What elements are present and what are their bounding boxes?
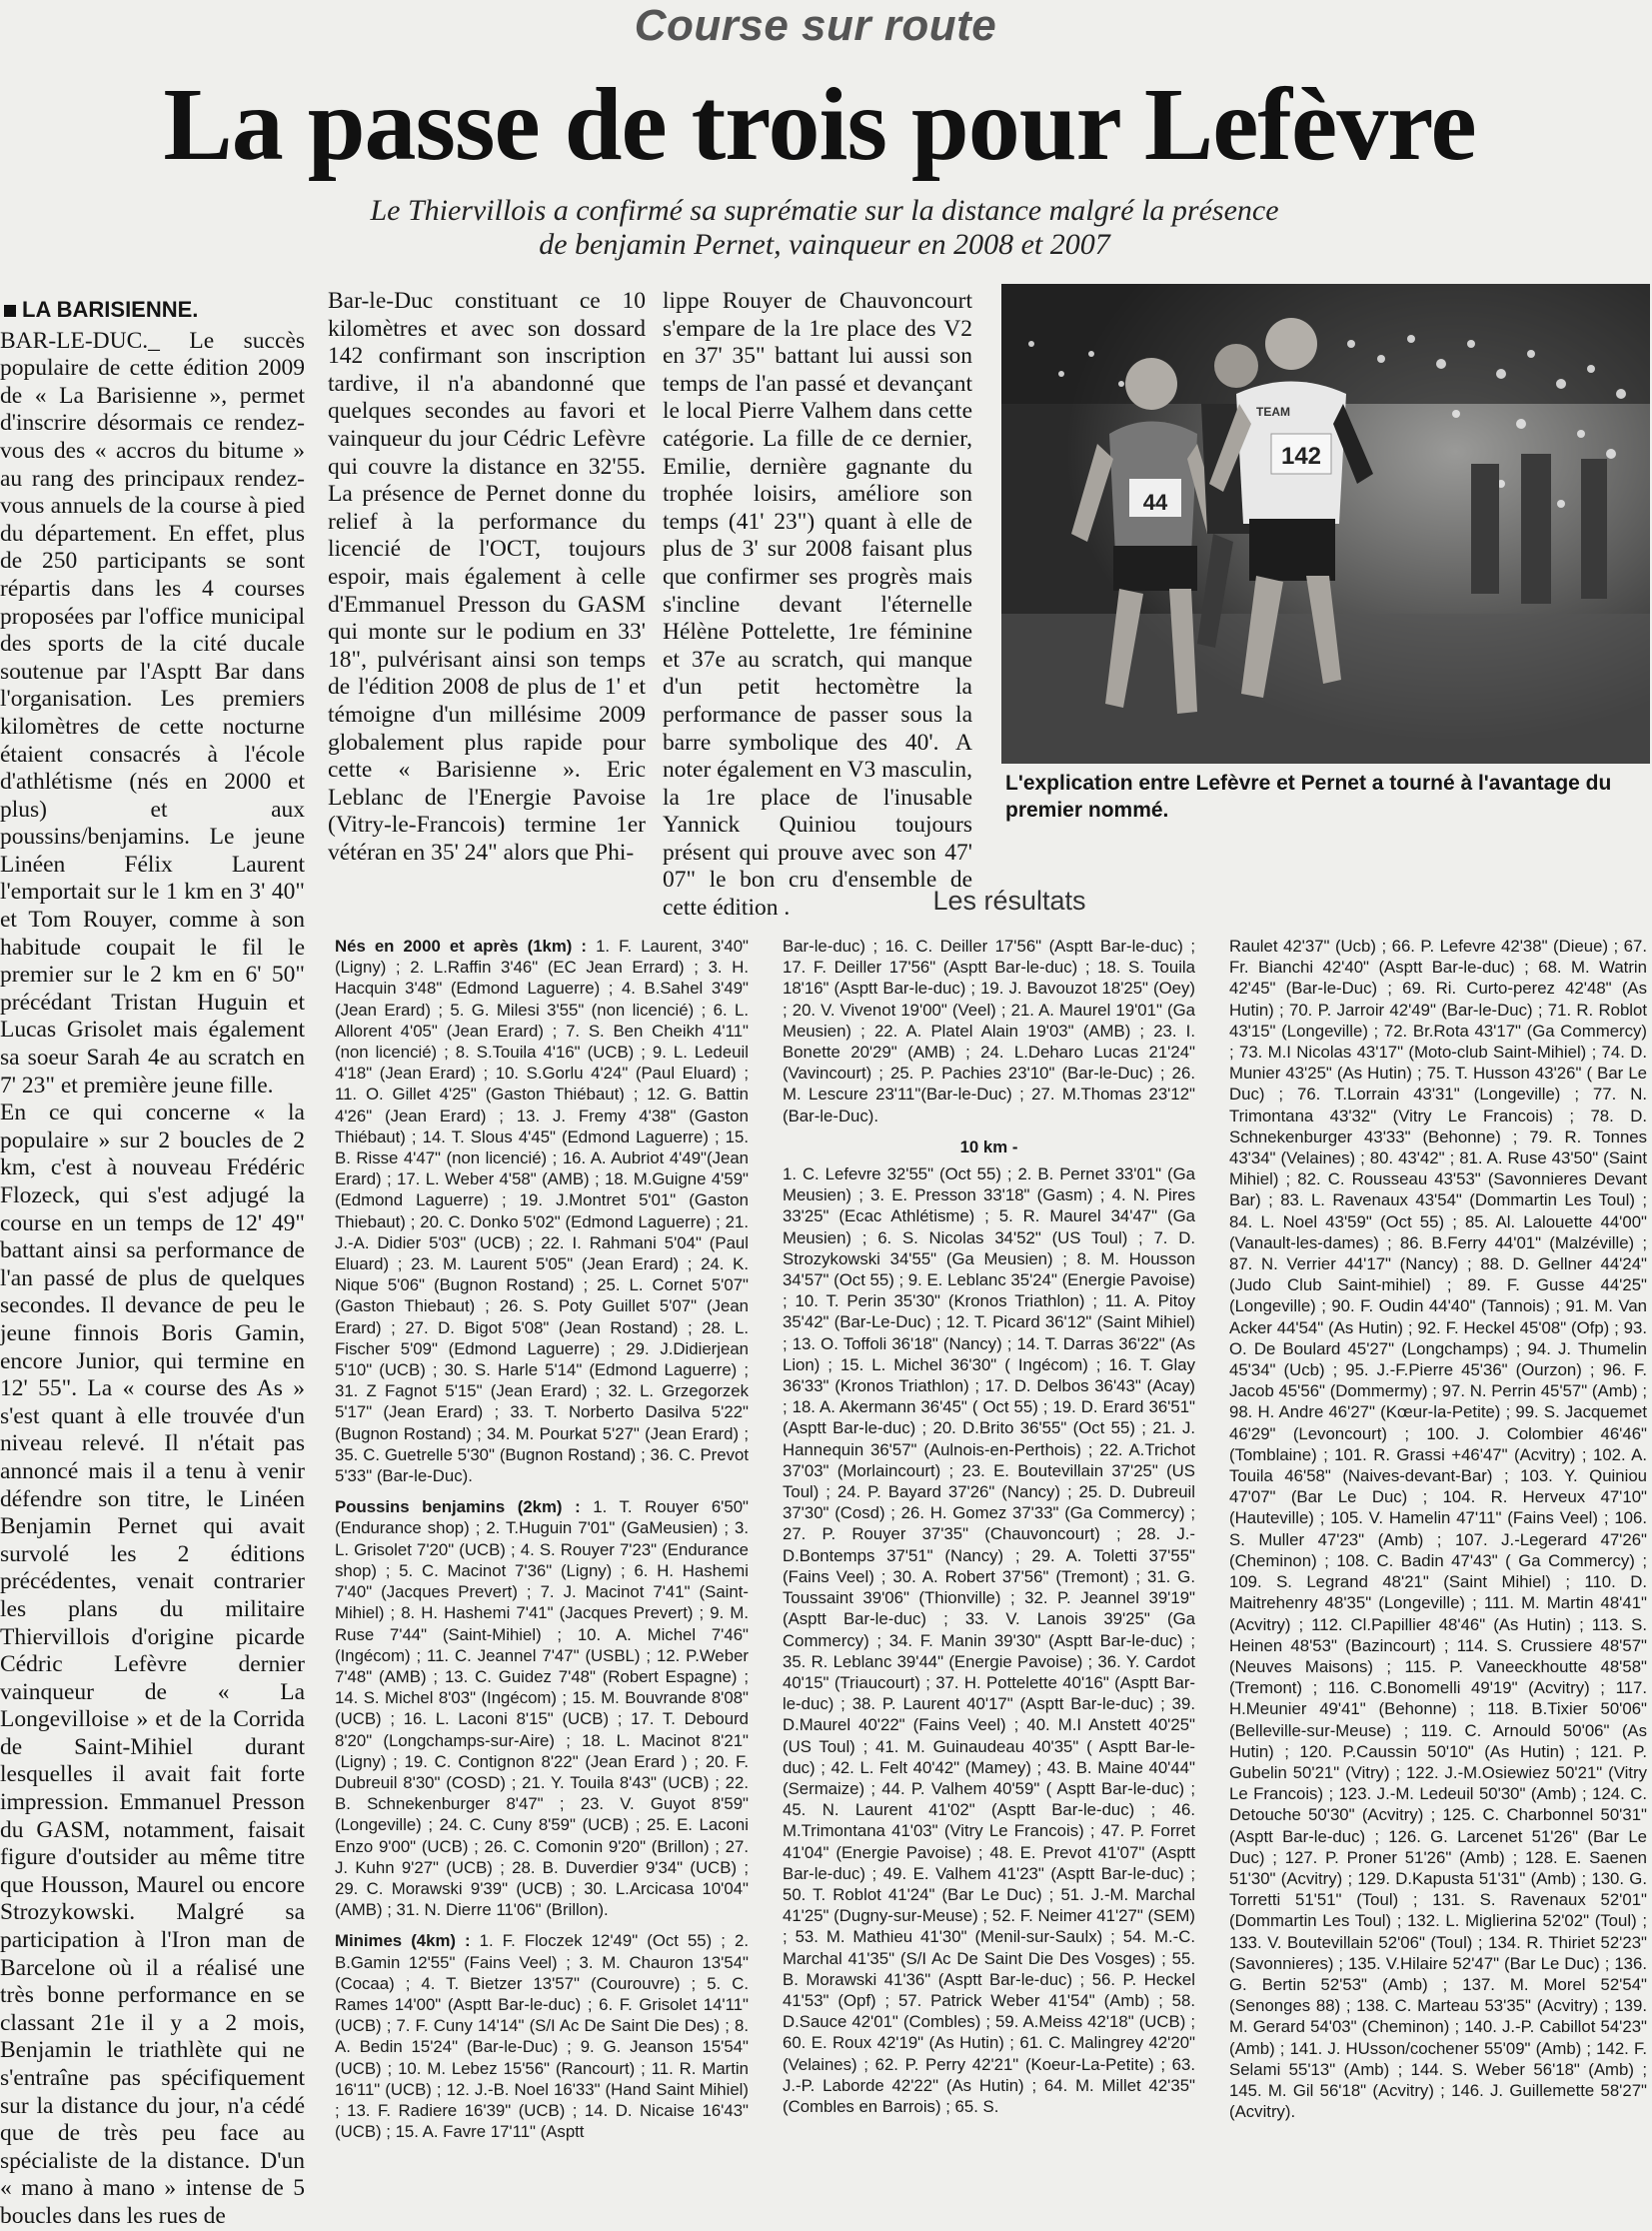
- results-column-2: [783, 936, 1195, 2116]
- results-category-4km: [335, 1930, 749, 2142]
- runners-photo: [1001, 284, 1650, 764]
- article-paragraph-4: lippe Rouyer de Chauvoncourt s'empare de la 1re place des V2 en 37' 35" battant lui aussi son temps de l'an passé et devançant le local Pierre Valhem dans cette catégorie. La fille de ce dernier, Emilie, dernière gagnante du trophée loisirs, améliore son temps (41' 23") quant à elle de plus de 3' sur 2008 faisant plus que confirmer ses progrès mais s'incline devant l'éternelle Hélène Pottelette, 1re féminine et 37e au scratch, qui manque d'un petit hectomètre la performance de passer sous la barre symbolique des 40'. A noter également en V3 masculin, la 1re place de l'inusable Yannick Quiniou toujours présent qui prouve avec son 47' 07" le bon cru d'ensemble de cette édition .: [663, 288, 972, 922]
- results-category-2km: [335, 1496, 749, 1920]
- subhead-line-2: de benjamin Pernet, vainqueur en 2008 et 2007: [539, 228, 1110, 261]
- photo: [1001, 284, 1650, 764]
- results-column-3: [1229, 936, 1647, 2122]
- section-label: [4, 296, 305, 324]
- results-category-10km: 1. C. Lefevre 32'55" (Oct 55) ; 2. B. Pernet 33'01" (Ga Meusien) ; 3. E. Presson 33'18" (Gasm) ; 4. N. Pires 33'25" (Ecac Athlétisme) ; 5. R. Maurel 34'47" (Ga Meusien) ; 6. S. Nicolas 34'52" (US Toul) ; 7. D. Strozykowski 34'55" (Ga Meusien) ; 8. M. Housson 34'57" (Oct 55) ; 9. E. Leblanc 35'24" (Energie Pavoise) ; 10. T. Perin 35'30" (Kronos Triathlon) ; 11. A. Pitoy 35'42" (Bar-Le-Duc) ; 12. T. Picard 36'12" (Saint Mihiel) ; 13. O. Toffoli 36'18" (Nancy) ; 14. T. Darras 36'22" (As Lion) ; 15. L. Michel 36'30" ( Ingécom) ; 16. T. Glay 36'33" (Kronos Triathlon) ; 17. D. Delbos 36'43" (Acay) ; 18. A. Akermann 36'45" ( Oct 55) ; 19. D. Erard 36'51" (Asptt Bar-le-duc) ; 20. D.Brito 36'55" (Oct 55) ; 21. J. Hannequin 36'57" (Aulnois-en-Perthois) ; 22. A.Trichot 37'03" (Morlaincourt) ; 23. E. Boutevillain 37'25" (US Toul) ; 24. P. Bayard 37'26" (Nancy) ; 25. D. Dubreuil 37'30" (Cosd) ; 26. H. Gomez 37'33" (Ga Commercy) ; 27. P. Rouyer 37'35" (Chauvoncourt) ; 28. J.-D.Bontemps 37'51" (Nancy) ; 29. A. Toletti 37'55" (Fains Veel) ; 30. A. Robert 37'56" (Tremont) ; 31. G. Toussaint 39'06" (Thionville) ; 32. P. Jeannel 39'19" (Asptt Bar-le-duc) ; 33. V. Lanois 39'25" (Ga Commercy) ; 34. F. Manin 39'30" (Asptt Bar-le-duc) ; 35. R. Leblanc 39'44" (Energie Pavoise) ; 36. Y. Cardot 40'15" (Triaucourt) ; 37. H. Pottelette 40'16" (Asptt Bar-le-duc) ; 38. P. Laurent 40'17" (Asptt Bar-le-duc) ; 39. D.Maurel 40'22" (Fains Veel) ; 40. M.I Anstett 40'25" (US Toul) ; 41. M. Guinaudeau 40'35" ( Asptt Bar-le-duc) ; 42. L. Felt 40'42" (Mamey) ; 43. B. Maine 40'44" (Sermaize) ; 44. P. Valhem 40'59" ( Asptt Bar-le-duc) ; 45. N. Laurent 41'02" (Asptt Bar-le-duc) ; 46. M.Trimontana 41'03" (Vitry Le Francois) ; 47. P. Forret 41'04" (Energie Pavoise) ; 48. E. Prevot 41'07" (Asptt Bar-le-duc) ; 49. E. Valhem 41'23" (Asptt Bar-le-duc) ; 50. T. Roblot 41'24" (Bar Le Duc) ; 51. J.-M. Marchal 41'25" (Dugny-sur-Meuse) ; 52. F. Neimer 41'27" (SEM) ; 53. M. Mathieu 41'30" (Menil-sur-Saulx) ; 54. M.-C. Marchal 41'35" (S/I Ac De Saint Die Des Vosges) ; 55. B. Morawski 41'36" (Asptt Bar-le-duc) ; 56. P. Heckel 41'53" (Opf) ; 57. Patrick Weber 41'54" (Amb) ; 58. D.Sauce 42'01" (Combles) ; 59. A.Meiss 42'18" (UCB) ; 60. E. Roux 42'19" (As Hutin) ; 61. C. Malingrey 42'20" (Velaines) ; 62. P. Perry 42'21" (Koeur-La-Petite) ; 63. J.-P. Laborde 42'22" (As Hutin) ; 64. M. Millet 42'35" (Combles en Barrois) ; 65. S.: [783, 1164, 1195, 2116]
- article-column-2: [328, 288, 646, 866]
- category-results: 1. F. Laurent, 3'40" (Ligny) ; 2. L.Raffin 3'46" (EC Jean Errard) ; 3. H. Hacquin 3'48" (Edmond Laguerre) ; 4. B.Sahel 3'49" (Jean Erard) ; 5. G. Milesi 3'55" (non licencié) ; 6. L. Allorent 4'05" (Jean Erard) ; 7. S. Ben Cheikh 4'11" (non licencié) ; 8. S.Touila 4'16" (UCB) ; 9. L. Ledeuil 4'18" (Jean Erard) ; 10. S.Gorlu 4'24" (Paul Eluard) ; 11. O. Gillet 4'25" (Gaston Thiébaut) ; 12. G. Battin 4'26" (Jean Erard) ; 13. J. Fremy 4'38" (Gaston Thiébaut) ; 14. T. Slous 4'45" (Edmond Laguerre) ; 15. B. Risse 4'47" (non licencié) ; 16. A. Aubriot 4'49"(Jean Erard) ; 17. L. Weber 4'58" (AMB) ; 18. M.Guigne 4'59" (Edmond Laguerre) ; 19. J.Montret 5'01" (Gaston Thiebaut) ; 20. C. Donko 5'02" (Edmond Laguerre) ; 21. J.-A. Didier 5'03" (UCB) ; 22. I. Rahmani 5'04" (Paul Eluard) ; 23. M. Laurent 5'05" (Jean Erard) ; 24. K. Nique 5'06" (Bugnon Rostand) ; 25. L. Cornet 5'07" (Gaston Thiebaut) ; 26. S. Poty Guillet 5'07" (Jean Erard) ; 27. D. Bigot 5'08" (Jean Rostand) ; 28. L. Fischer 5'09" (Edmond Laguerre) ; 29. J.Didierjean 5'10" (UCB) ; 30. S. Harle 5'14" (Edmond Laguerre) ; 31. Z Fagnot 5'15" (Jean Erard) ; 32. L. Grzegorzek 5'17" (Jean Erard) ; 33. T. Norberto Dasilva 5'22" (Bugnon Rostand) ; 34. M. Pourkat 5'27" (Jean Erard) ; 35. C. Guetrelle 5'30" (Bugnon Rostand) ; 36. C. Prevot 5'33" (Bar-le-Duc).: [335, 937, 749, 1486]
- category-results: 1. T. Rouyer 6'50" (Endurance shop) ; 2. T.Huguin 7'01" (GaMeusien) ; 3. L. Grisolet 7'20" (UCB) ; 4. S. Rouyer 7'23" (Endurance shop) ; 5. C. Macinot 7'36" (Ligny) ; 6. H. Hashemi 7'40" (Jacques Prevert) ; 7. J. Macinot 7'41" (Saint-Mihiel) ; 8. H. Hashemi 7'41" (Jacques Prevert) ; 9. M. Ruse 7'44" (Saint-Mihiel) ; 10. A. Michel 7'46" (Ingécom) ; 11. C. Jeannel 7'47" (USBL) ; 12. P.Weber 7'48" (AMB) ; 13. C. Guidez 7'48" (Robert Espagne) ; 14. S. Michel 8'03" (Ingécom) ; 15. M. Bouvrande 8'08" (UCB) ; 16. L. Laconi 8'15" (UCB) ; 17. T. Debourd 8'20" (Longchamps-sur-Aire) ; 18. L. Macinot 8'21" (Ligny) ; 19. C. Contignon 8'22" (Jean Erard ) ; 20. F. Dubreuil 8'30" (COSD) ; 21. Y. Touila 8'43" (UCB) ; 22. B. Schnekenburger 8'47" ; 23. V. Guyot 8'59" (Longeville) ; 24. C. Cuny 8'59" (UCB) ; 25. E. Laconi Enzo 9'00" (UCB) ; 26. C. Comonin 9'20" (Brillon) ; 27. J. Kuhn 9'27" (UCB) ; 28. B. Duverdier 9'34" (UCB) ; 29. C. Morawski 9'39" (UCB) ; 30. L.Arcicasa 10'04" (AMB) ; 31. N. Dierre 11'06" (Brillon).: [335, 1497, 749, 1920]
- ghost-bleed-through: [1329, 810, 1649, 880]
- category-label-10km: 10 km -: [959, 1136, 1018, 1156]
- subhead-line-1: Le Thiervillois a confirmé sa suprématie sur la distance malgré la présence: [370, 194, 1279, 227]
- category-label: Poussins benjamins (2km) :: [335, 1497, 581, 1517]
- bib-right: 142: [1280, 443, 1322, 470]
- photo-caption: L'explication entre Lefèvre et Pernet a tourné à l'avantage du premier nommé.: [1005, 772, 1612, 822]
- bib-left: 44: [1142, 490, 1168, 515]
- results-minimes-continued: Bar-le-duc) ; 16. C. Deiller 17'56" (Asptt Bar-le-duc) ; 17. F. Deiller 17'56" (Asptt Bar-le-duc) ; 18. S. Touila 18'16" (Asptt Bar-le-duc) ; 19. J. Bavouzot 18'25" (Oey) ; 20. V. Vivenot 19'00" (Veel) ; 21. A. Maurel 19'01" (Ga Meusien) ; 22. A. Platel Alain 19'03" (AMB) ; 23. I. Bonette 20'29" (AMB) ; 24. L.Deharo Lucas 21'24" (Vavincourt) ; 25. P. Pachies 23'10" (Bar-le-Duc) ; 26. M. Lescure 23'11"(Bar-le-Duc) ; 27. M.Thomas 23'12" (Bar-le-Duc).: [783, 937, 1195, 1125]
- section-kicker: Course sur route: [634, 1, 997, 50]
- category-results: 1. F. Floczek 12'49" (Oct 55) ; 2. B.Gamin 12'55" (Fains Veel) ; 3. M. Chauron 13'54" (Cocaa) ; 4. T. Bietzer 13'57" (Courouvre) ; 5. C. Rames 14'00" (Asptt Bar-le-duc) ; 6. F. Grisolet 14'11" (UCB) ; 7. F. Cuny 14'14" (S/I Ac De Saint Die Des) ; 8. A. Bedin 15'24" (Bar-le-Duc) ; 9. G. Jeanson 15'54" (UCB) ; 10. M. Lebez 15'56" (Rancourt) ; 11. R. Martin 16'11" (UCB) ; 12. J.-B. Noel 16'33" (Hand Saint Mihiel) ; 13. F. Radiere 16'39" (UCB) ; 14. D. Nicaise 16'43" (UCB) ; 15. A. Favre 17'11" (Asptt: [335, 1931, 749, 2142]
- subheadline: [180, 194, 1469, 262]
- square-bullet-icon: [4, 305, 16, 317]
- headline: La passe de trois pour Lefèvre: [163, 67, 1476, 182]
- results-column-1: [335, 936, 749, 2142]
- article-column-1: [0, 290, 305, 2229]
- results-10km-continued: Raulet 42'37" (Ucb) ; 66. P. Lefevre 42'38" (Dieue) ; 67. Fr. Bianchi 42'40" (Asptt Bar-le-duc) ; 68. M. Watrin 42'45" (Bar-le-Duc) ; 69. Ri. Curto-perez 42'48" (As Hutin) ; 70. P. Jarroir 42'49" (Bar-le-Duc) ; 71. R. Roblot 43'15" (Longeville) ; 72. Br.Rota 43'17" (Ga Commercy) ; 73. M.I Nicolas 43'17" (Moto-club Saint-Mihiel) ; 74. D. Munier 43'25" (As Hutin) ; 75. T. Husson 43'26" ( Bar Le Duc) ; 76. T.Lorrain 43'31" (Longeville) ; 77. N. Trimontana 43'32" (Vitry Le Francois) ; 78. D. Schnekenburger 43'33" (Behonne) ; 79. R. Tonnes 43'34" (Velaines) ; 80. 43'42" ; 81. A. Ruse 43'50" (Saint Mihiel) ; 82. C. Rousseau 43'53" (Savonnieres Devant Bar) ; 83. L. Ravenaux 43'54" (Dommartin Les Toul) ; 84. L. Noel 43'59" (Oct 55) ; 85. Al. Lalouette 44'00" (Vanault-les-dames) ; 86. B.Ferry 44'01" (Malzéville) ; 87. N. Verrier 44'17" (Nancy) ; 88. D. Gellner 44'24" (Judo Club Saint-mihiel) ; 89. F. Gusse 44'25" (Longeville) ; 90. F. Oudin 44'40" (Tannois) ; 91. M. Van Acker 44'54" (As Hutin) ; 92. F. Heckel 45'08" (Ofp) ; 93. O. De Boulard 45'27" (Longchamps) ; 94. J. Thumelin 45'34" (Ucb) ; 95. J.-F.Pierre 45'36" (Ourzon) ; 96. F. Jacob 45'56" (Dommermy) ; 97. N. Perrin 45'57" (Amb) ; 98. H. Andre 46'27" (Kœur-la-Petite) ; 99. S. Jacquemet 46'29" (Levoncourt) ; 100. J. Colombier 46'46" (Tomblaine) ; 101. R. Grassi +46'47" (Acvitry) ; 102. A. Touila 46'58" (Naives-devant-Bar) ; 103. Y. Quiniou 47'07" (Bar Le Duc) ; 104. R. Herveux 47'10" (Hauteville) ; 105. V. Hamelin 47'11" (Fains Veel) ; 106. S. Muller 47'23" (Amb) ; 107. J.-Legerard 47'26" (Cheminon) ; 108. C. Badin 47'43" ( Ga Commercy) ; 109. S. Legrand 48'21" (Saint Mihiel) ; 110. D. Maitrehenry 48'35" (Longeville) ; 111. M. Martin 48'41" (Acvitry) ; 112. Cl.Papillier 48'46" (As Hutin) ; 113. S. Heinen 48'53" (Bazincourt) ; 114. S. Crussiere 48'57" (Neuves Maisons) ; 115. P. Vaneeckhoutte 48'58" (Tremont) ; 116. C.Bonomelli 49'19" (Acvitry) ; 117. H.Meunier 49'41" (Behonne) ; 118. B.Tixier 50'06" (Belleville-sur-Meuse) ; 119. C. Arnould 50'06" (As Hutin) ; 120. P.Caussin 50'10" (As Hutin) ; 121. P. Gubelin 50'21" (Vitry) ; 122. J.-M.Osiewiez 50'21" (Vitry Le Francois) ; 123. J.-M. Ledeuil 50'30" (Amb) ; 124. C. Detouche 50'30" (Acvitry) ; 125. C. Charbonnel 50'31" (Asptt Bar-le-duc) ; 126. G. Larcenet 51'26" (Bar Le Duc) ; 127. P. Proner 51'26" (Amb) ; 128. E. Saenen 51'30" (Acvitry) ; 129. D.Kapusta 51'31" (Amb) ; 130. G. Torretti 51'51" (Toul) ; 131. S. Ravenaux 52'01" (Dommartin Les Toul) ; 132. L. Miglierina 52'02" (Toul) ; 133. V. Boutevillain 52'06" (Toul) ; 134. R. Thiriet 52'23" (Savonnieres) ; 135. V.Hilaire 52'47" (Bar Le Duc) ; 136. G. Bertin 52'53" (Amb) ; 137. M. Morel 52'54" (Senonges 88) ; 138. C. Marteau 53'35" (Acvitry) ; 139. M. Gerard 54'03" (Cheminon) ; 140. J.-P. Cabillot 54'23" (Amb) ; 141. J. HUsson/cochener 55'09" (Amb) ; 142. F. Selami 55'13" (Amb) ; 144. S. Weber 56'18" (Amb) ; 145. M. Gil 56'18" (Acvitry) ; 146. J. Guillemette 58'27" (Acvitry).: [1229, 937, 1647, 2122]
- category-label: Minimes (4km) :: [335, 1931, 471, 1951]
- section-label-text: LA BARISIENNE.: [22, 297, 199, 322]
- category-label: Nés en 2000 et après (1km) :: [335, 937, 588, 956]
- results-category-1km: [335, 936, 749, 1486]
- article-paragraph-3: Bar-le-Duc constituant ce 10 kilomètres et avec son dossard 142 confirmant son inscription tardive, il n'a abandonné que quelques secondes au favori et vainqueur du jour Cédric Lefèvre qui couvre la distance en 32'55. La présence de Pernet donne du relief à la performance du licencié de l'OCT, toujours espoir, mais également à celle d'Emmanuel Presson du GASM qui monte sur le podium en 33' 18", pulvérisant ainsi son temps de l'édition 2008 de plus de 1' et témoigne d'un millésime 2009 globalement plus rapide pour cette « Barisienne ». Eric Leblanc de l'Energie Pavoise (Vitry-le-Francois) termine 1er vétéran en 35' 24" alors que Phi-: [328, 288, 646, 866]
- article-column-3: [663, 288, 972, 922]
- results-title: Les résultats: [932, 886, 1086, 916]
- article-paragraph-1: BAR-LE-DUC._ Le succès populaire de cette édition 2009 de « La Barisienne », permet d'inscrire désormais ce rendez-vous des « accros du bitume » au rang des principaux rendez-vous annuels de la course à pied du département. En effet, plus de 250 participants se sont répartis dans les 4 courses proposées par l'office municipal des sports de la cité ducale soutenue par l'Asptt Bar dans l'organisation. Les premiers kilomètres de cette nocturne étaient consacrés à l'école d'athlétisme (nés en 2000 et plus) et aux poussins/benjamins. Le jeune Linéen Félix Laurent l'emportait sur le 1 km en 3' 40" et Tom Rouyer, comme à son habitude coupait le fil le premier sur le 2 km en 6' 50" précédant Tristan Huguin et Lucas Grisolet mais également sa soeur Sarah 4e au scratch en 7' 23" et première jeune fille.: [0, 327, 305, 1099]
- shirt-text: TEAM: [1256, 405, 1290, 419]
- article-paragraph-2: En ce qui concerne « la populaire » sur 2 boucles de 2 km, c'est à nouveau Frédéric Flozeck, qui s'est adjugé la course en un temps de 12' 49" battant ainsi sa performance de l'an passé de plus de quelques secondes. Il devance de peu le jeune finnois Boris Gamin, encore Junior, qui termine en 12' 55". La « course des As » s'est quant à elle trouvée d'un niveau relevé. Il n'était pas annoncé mais il a tenu à venir défendre son titre, le Linéen Benjamin Pernet qui avait survolé les 2 éditions précédentes, venait contrarier les plans du militaire Thiervillois d'origine picarde Cédric Lefèvre dernier vainqueur de « La Longevilloise » et de la Corrida de Saint-Mihiel durant lesquelles il avait fait forte impression. Emmanuel Presson du GASM, notamment, faisait figure d'outsider au même titre que Housson, Maurel ou encore Strozykowski. Malgré sa participation à l'Iron man de Barcelone où il a réalisé une très bonne performance en se classant 21e il y a 2 mois, Benjamin le triathlète qui ne s'entraîne pas spécifiquement sur la distance du jour, n'a cédé que de très peu face au spécialiste de la distance. D'un « mano à mano » intense de 5 boucles dans les rues de: [0, 1100, 305, 2229]
